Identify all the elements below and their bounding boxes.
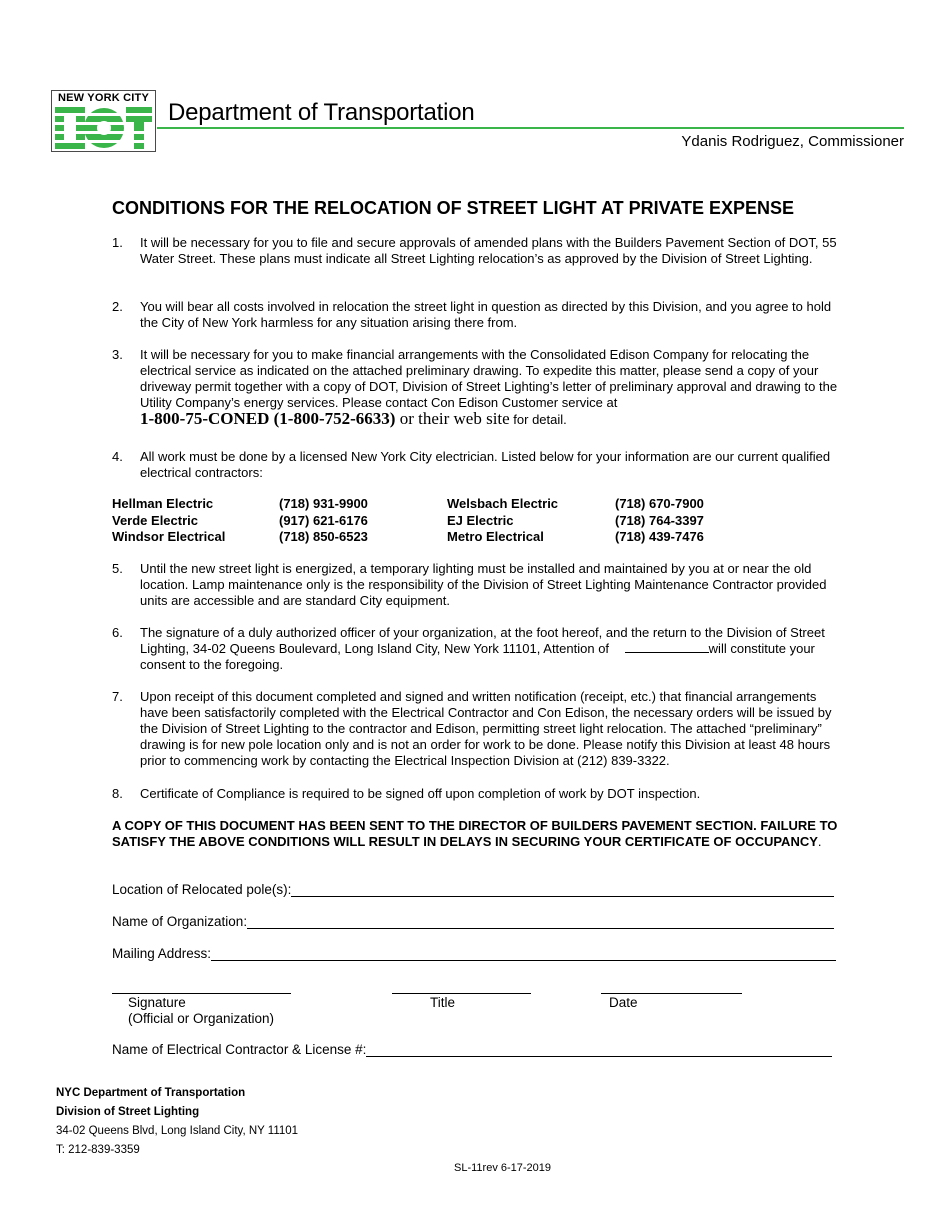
contractor-license-field: Name of Electrical Contractor & License #: <box>112 1042 832 1057</box>
page-title: CONDITIONS FOR THE RELOCATION OF STREET LIGHT AT PRIVATE EXPENSE <box>112 198 795 218</box>
condition-item-1: 1. It will be necessary for you to file and secure approvals of amended plans with the Builders Pavement Section of DOT, 55 Water Street. These plans must indicate all Street Lighting relocation’s as approved by the Division of Street Lighting. <box>112 235 837 266</box>
organization-field: Name of Organization: <box>112 914 834 929</box>
date-label: Date <box>609 995 638 1010</box>
table-row: Hellman Electric (718) 931-9900 Welsbach Electric (718) 670-7900 <box>112 496 704 511</box>
date-input[interactable] <box>601 993 742 994</box>
con-edison-phone: 1-800-75-CONED (1-800-752-6633) or their web site <box>140 409 510 428</box>
signature-input[interactable] <box>112 993 291 994</box>
warning-notice: A COPY OF THIS DOCUMENT HAS BEEN SENT TO THE DIRECTOR OF BUILDERS PAVEMENT SECTION. FAILURE TO SATISFY THE ABOVE CONDITIONS WILL RESULT IN DELAYS IN SECURING YOUR CERTIFICATE OF OCCUPANCY. <box>112 818 838 849</box>
dot-logo-icon <box>55 107 152 149</box>
organization-input[interactable] <box>247 914 834 929</box>
condition-item-8: 8. Certificate of Compliance is required to be signed off upon completion of work by DOT inspection. <box>112 786 701 801</box>
table-row: Verde Electric (917) 621-6176 EJ Electric (718) 764-3397 <box>112 512 704 528</box>
attention-blank[interactable] <box>625 641 709 653</box>
logo-text: NEW YORK CITY <box>57 92 149 104</box>
location-field: Location of Relocated pole(s): <box>112 882 834 897</box>
title-label: Title <box>430 995 456 1010</box>
condition-item-7: 7. Upon receipt of this document completed and signed and written notification (receipt, etc.) that financial arrangements have been satisfactorily completed with the Electrical Contractor and Con Edison, the necessary orders will be issued by the Division of Street Lighting to the contractor and Edison, permitting street light relocation. The attached “preliminary” drawing is for new pole location only and is not an order for work to be done. Please notify this Division at least 48 hours prior to commencing work by contacting the Electrical Inspection Division at (212) 839-3322. <box>112 689 832 768</box>
condition-item-4: 4. All work must be done by a licensed New York City electrician. Listed below for your information are our current qualified electrical contractors: <box>112 449 831 480</box>
table-row: Windsor Electrical (718) 850-6523 Metro Electrical (718) 439-7476 <box>112 529 704 544</box>
condition-item-2: 2. You will bear all costs involved in relocation the street light in question as directed by this Division, and you agree to hold the City of New York harmless for any situation arising there from. <box>112 299 832 330</box>
footer-division: Division of Street Lighting <box>56 1106 200 1118</box>
commissioner: Ydanis Rodriguez, Commissioner <box>681 133 904 150</box>
footer-org: NYC Department of Transportation <box>56 1087 246 1099</box>
form-id: SL-11rev 6-17-2019 <box>454 1162 552 1174</box>
header-rule <box>157 127 904 129</box>
condition-item-5: 5. Until the new street light is energized, a temporary lighting must be installed and maintained by you at or near the old location. Lamp maintenance only is the responsibility of the Division of Street Lighting Maintenance Contractor provided units are accessible and are standard City equipment. <box>112 561 827 608</box>
signature-label: Signature (Official or Organization) <box>128 995 275 1026</box>
contractor-table <box>112 496 704 546</box>
footer-address: 34-02 Queens Blvd, Long Island City, NY 11101 <box>56 1125 299 1137</box>
condition-item-3: 3. It will be necessary for you to make financial arrangements with the Consolidated Edison Company for relocating the electrical service as indicated on the attached preliminary drawing. To expedite this matter, please send a copy of your driveway permit together with a copy of DOT, Division of Street Lighting’s letter of preliminary approval and drawing to the Utility Company’s energy services. Please contact Con Edison Customer service at 1-800-75-CONED (1-800-752-6633) or their web site for detail. <box>112 347 838 428</box>
department-name: Department of Transportation <box>168 99 475 126</box>
footer-phone: T: 212-839-3359 <box>56 1144 140 1156</box>
mailing-address-field: Mailing Address: <box>112 946 836 961</box>
condition-item-6: 6. The signature of a duly authorized officer of your organization, at the foot hereof, and the return to the Division of Street Lighting, 34-02 Queens Boulevard, Long Island City, New York 11101, Attention of will constitute your consent to the foregoing. <box>112 625 825 672</box>
title-input[interactable] <box>392 993 531 994</box>
contractor-license-input[interactable] <box>366 1042 832 1057</box>
location-input[interactable] <box>291 882 834 897</box>
mailing-address-input[interactable] <box>211 946 836 961</box>
nyc-dot-logo <box>51 90 156 152</box>
